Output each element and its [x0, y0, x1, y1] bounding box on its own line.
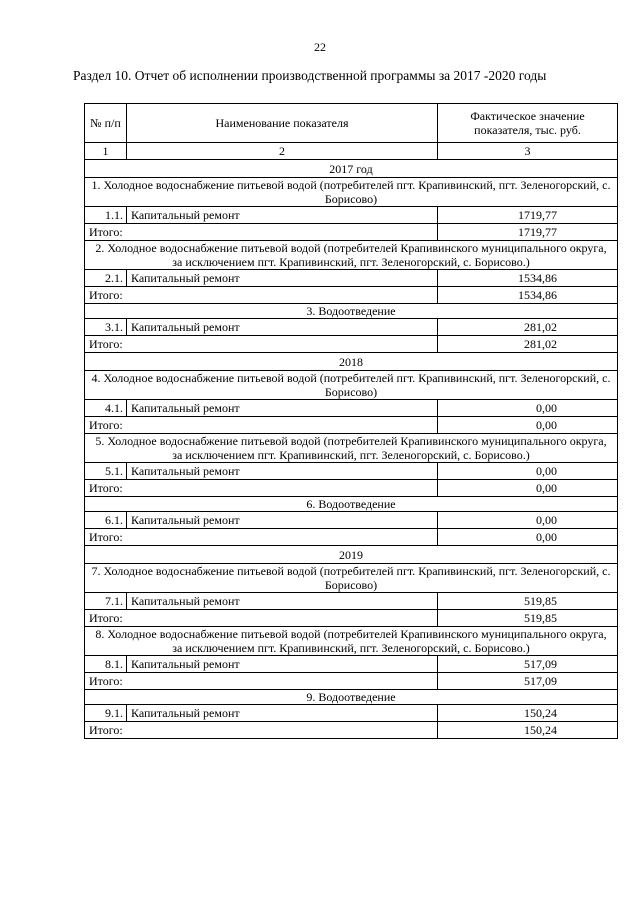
table-row	[85, 512, 618, 529]
year-row	[85, 546, 618, 564]
year-label: 2018	[85, 353, 618, 371]
row-value: 1719,77	[438, 207, 618, 224]
section-title: 6. Водоотведение	[85, 497, 618, 512]
row-code: 2.1.	[85, 270, 127, 287]
section-title: 8. Холодное водоснабжение питьевой водой (потребителей Крапивинского муниципального округа, за исключением пгт. Крапивинский, пгт. Зеленогорский, с. Борисово.)	[85, 627, 618, 656]
section-title: 9. Водоотведение	[85, 690, 618, 705]
row-code: 1.1.	[85, 207, 127, 224]
section-title: 7. Холодное водоснабжение питьевой водой (потребителей пгт. Крапивинский, пгт. Зеленогорский, с. Борисово)	[85, 564, 618, 593]
year-row	[85, 353, 618, 371]
row-code: 3.1.	[85, 319, 127, 336]
table-row	[85, 705, 618, 722]
row-code: 6.1.	[85, 512, 127, 529]
column-number: 2	[127, 143, 438, 160]
section-title: 4. Холодное водоснабжение питьевой водой (потребителей пгт. Крапивинский, пгт. Зеленогорский, с. Борисово)	[85, 371, 618, 400]
page-number: 22	[314, 40, 326, 54]
section-row	[85, 690, 618, 705]
row-code: 8.1.	[85, 656, 127, 673]
total-label: Итого:	[85, 610, 438, 627]
total-value: 0,00	[438, 529, 618, 546]
row-value: 519,85	[438, 593, 618, 610]
total-value: 1719,77	[438, 224, 618, 241]
table-body	[85, 160, 618, 739]
total-row	[85, 722, 618, 739]
total-label: Итого:	[85, 529, 438, 546]
section-row	[85, 627, 618, 656]
row-code: 4.1.	[85, 400, 127, 417]
total-value: 150,24	[438, 722, 618, 739]
total-row	[85, 336, 618, 353]
row-value: 0,00	[438, 463, 618, 480]
total-row	[85, 480, 618, 497]
section-title: 1. Холодное водоснабжение питьевой водой (потребителей пгт. Крапивинский, пгт. Зеленогорский, с. Борисово)	[85, 178, 618, 207]
row-item: Капитальный ремонт	[127, 400, 438, 417]
header-num: № п/п	[85, 104, 127, 143]
total-row	[85, 417, 618, 434]
total-label: Итого:	[85, 224, 438, 241]
section-row	[85, 371, 618, 400]
total-label: Итого:	[85, 480, 438, 497]
column-number: 3	[438, 143, 618, 160]
year-label: 2017 год	[85, 160, 618, 178]
total-label: Итого:	[85, 722, 438, 739]
total-value: 0,00	[438, 417, 618, 434]
total-value: 281,02	[438, 336, 618, 353]
report-table	[84, 103, 618, 739]
column-numbers-row	[85, 143, 618, 160]
table-row	[85, 319, 618, 336]
table-row	[85, 463, 618, 480]
section-row	[85, 564, 618, 593]
table-row	[85, 593, 618, 610]
row-code: 5.1.	[85, 463, 127, 480]
section-row	[85, 304, 618, 319]
document-title: Раздел 10. Отчет об исполнении производственной программы за 2017 -2020 годы	[73, 68, 547, 83]
row-value: 150,24	[438, 705, 618, 722]
total-value: 0,00	[438, 480, 618, 497]
header-row	[85, 104, 618, 143]
row-item: Капитальный ремонт	[127, 270, 438, 287]
row-value: 1534,86	[438, 270, 618, 287]
row-value: 281,02	[438, 319, 618, 336]
row-value: 0,00	[438, 400, 618, 417]
table-row	[85, 656, 618, 673]
total-label: Итого:	[85, 673, 438, 690]
section-title: 2. Холодное водоснабжение питьевой водой (потребителей Крапивинского муниципального округа, за исключением пгт. Крапивинский, пгт. Зеленогорский, с. Борисово.)	[85, 241, 618, 270]
section-row	[85, 434, 618, 463]
total-row	[85, 673, 618, 690]
total-row	[85, 529, 618, 546]
row-value: 0,00	[438, 512, 618, 529]
row-item: Капитальный ремонт	[127, 656, 438, 673]
section-title: 5. Холодное водоснабжение питьевой водой (потребителей Крапивинского муниципального округа, за исключением пгт. Крапивинский, пгт. Зеленогорский, с. Борисово.)	[85, 434, 618, 463]
total-row	[85, 224, 618, 241]
table-row	[85, 207, 618, 224]
total-row	[85, 610, 618, 627]
total-value: 1534,86	[438, 287, 618, 304]
total-value: 517,09	[438, 673, 618, 690]
section-row	[85, 178, 618, 207]
table-row	[85, 400, 618, 417]
total-label: Итого:	[85, 417, 438, 434]
section-row	[85, 241, 618, 270]
header-value: Фактическое значение показателя, тыс. руб.	[438, 104, 618, 143]
section-title: 3. Водоотведение	[85, 304, 618, 319]
total-value: 519,85	[438, 610, 618, 627]
year-label: 2019	[85, 546, 618, 564]
row-item: Капитальный ремонт	[127, 319, 438, 336]
row-item: Капитальный ремонт	[127, 463, 438, 480]
header-name: Наименование показателя	[127, 104, 438, 143]
row-item: Капитальный ремонт	[127, 593, 438, 610]
row-item: Капитальный ремонт	[127, 705, 438, 722]
total-row	[85, 287, 618, 304]
row-item: Капитальный ремонт	[127, 512, 438, 529]
row-code: 7.1.	[85, 593, 127, 610]
year-row	[85, 160, 618, 178]
row-value: 517,09	[438, 656, 618, 673]
total-label: Итого:	[85, 287, 438, 304]
table-row	[85, 270, 618, 287]
row-item: Капитальный ремонт	[127, 207, 438, 224]
row-code: 9.1.	[85, 705, 127, 722]
section-row	[85, 497, 618, 512]
column-number: 1	[85, 143, 127, 160]
total-label: Итого:	[85, 336, 438, 353]
